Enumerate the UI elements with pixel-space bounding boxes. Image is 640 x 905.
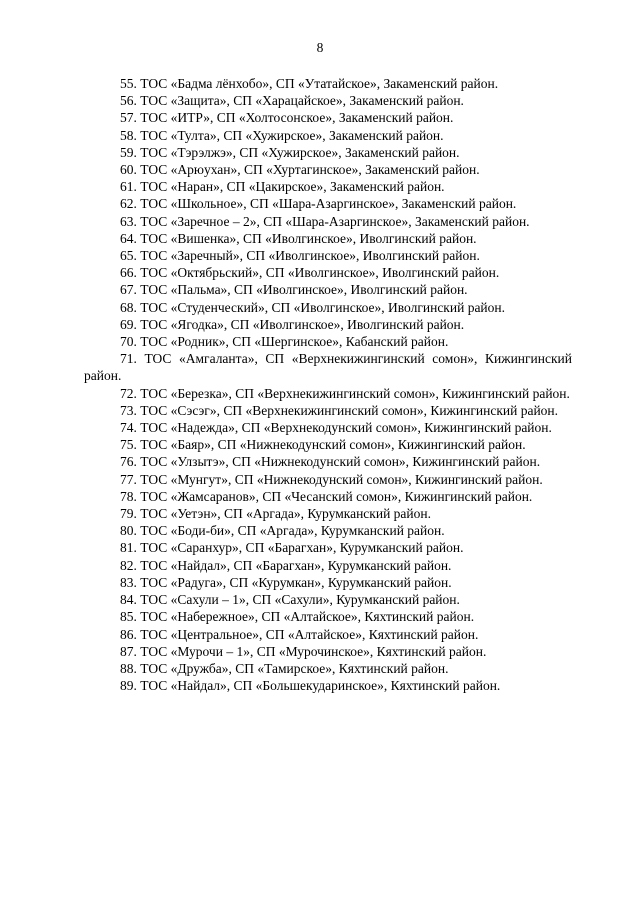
list-item (84, 660, 572, 677)
item-text: ТОС «Саранхур», СП «Барагхан», Курумканский район. (140, 540, 464, 556)
item-text: ТОС «Ягодка», СП «Иволгинское», Иволгинский район. (140, 316, 465, 332)
list-item (84, 557, 572, 574)
item-number: 88. (120, 660, 137, 676)
item-number: 78. (120, 488, 137, 504)
item-text: ТОС «Октябрьский», СП «Иволгинское», Иволгинский район. (140, 265, 500, 281)
item-text: ТОС «Школьное», СП «Шара-Азаргинское», Закаменский район. (140, 196, 517, 212)
item-number: 87. (120, 643, 137, 659)
list-item (84, 281, 572, 298)
item-text: ТОС «Арюухан», СП «Хуртагинское», Закаменский район. (140, 162, 480, 178)
item-text: ТОС «Бадма лёнхобо», СП «Утатайское», Закаменский район. (140, 76, 499, 91)
item-number: 68. (120, 299, 137, 315)
item-text: ТОС «Вишенка», СП «Иволгинское», Иволгинский район. (140, 230, 477, 246)
organization-list (84, 75, 572, 694)
list-item (84, 505, 572, 522)
item-text: ТОС «Тэрэлжэ», СП «Хужирское», Закаменский район. (140, 144, 460, 160)
item-number: 62. (120, 196, 137, 212)
item-text: ТОС «Улзытэ», СП «Нижнекодунский сомон», Кижингинский район. (140, 454, 541, 470)
item-number: 80. (120, 523, 137, 539)
item-number: 74. (120, 420, 137, 436)
item-number: 83. (120, 574, 137, 590)
list-item (84, 75, 572, 92)
item-number: 72. (120, 385, 137, 401)
item-text: ТОС «Уетэн», СП «Аргада», Курумканский район. (140, 506, 432, 522)
item-number: 81. (120, 540, 137, 556)
list-item (84, 471, 572, 488)
list-item (84, 316, 572, 333)
item-text: ТОС «Пальма», СП «Иволгинское», Иволгинский район. (140, 282, 468, 298)
list-item (84, 591, 572, 608)
list-item (84, 264, 572, 281)
item-text: ТОС «Родник», СП «Шергинское», Кабанский район. (140, 334, 449, 350)
list-item (84, 626, 572, 643)
list-item (84, 109, 572, 126)
list-item (84, 677, 572, 694)
item-number: 84. (120, 592, 137, 608)
list-item (84, 385, 572, 402)
list-item (84, 453, 572, 470)
item-text: ТОС «Амгаланта», СП «Верхнекижингинский сомон», Кижингинский район. (84, 351, 572, 384)
item-text: ТОС «Сахули – 1», СП «Сахули», Курумканский район. (140, 592, 460, 608)
item-number: 59. (120, 144, 137, 160)
item-text: ТОС «Студенческий», СП «Иволгинское», Иволгинский район. (140, 299, 506, 315)
item-number: 61. (120, 179, 137, 195)
list-item (84, 539, 572, 556)
item-text: ТОС «Наран», СП «Цакирское», Закаменский район. (140, 179, 445, 195)
list-item (84, 488, 572, 505)
item-text: ТОС «Заречный», СП «Иволгинское», Иволгинский район. (140, 248, 480, 264)
list-item (84, 350, 572, 384)
item-number: 67. (120, 282, 137, 298)
item-number: 79. (120, 506, 137, 522)
list-item (84, 144, 572, 161)
item-number: 56. (120, 93, 137, 109)
item-number: 64. (120, 230, 137, 246)
list-item (84, 92, 572, 109)
list-item (84, 333, 572, 350)
list-item (84, 195, 572, 212)
item-text: ТОС «Мурочи – 1», СП «Мурочинское», Кяхтинский район. (140, 643, 487, 659)
list-item (84, 522, 572, 539)
item-text: ТОС «Надежда», СП «Верхнекодунский сомон», Кижингинский район. (140, 420, 552, 436)
list-item (84, 419, 572, 436)
item-text: ТОС «Дружба», СП «Тамирское», Кяхтинский район. (140, 660, 449, 676)
list-item (84, 230, 572, 247)
item-text: ТОС «Боди-би», СП «Аргада», Курумканский район. (140, 523, 445, 539)
item-text: ТОС «Сэсэг», СП «Верхнекижингинский сомон», Кижингинский район. (140, 402, 559, 418)
list-item (84, 299, 572, 316)
item-number: 86. (120, 626, 137, 642)
list-item (84, 161, 572, 178)
item-text: ТОС «Тулта», СП «Хужирское», Закаменский район. (140, 127, 444, 143)
item-number: 55. (120, 76, 137, 91)
item-text: ТОС «Баяр», СП «Нижнекодунский сомон», Кижингинский район. (140, 437, 526, 453)
item-number: 71. (120, 351, 137, 367)
list-item (84, 436, 572, 453)
item-text: ТОС «Найдал», СП «Большекударинское», Кяхтинский район. (140, 678, 501, 694)
item-number: 75. (120, 437, 137, 453)
item-text: ТОС «Радуга», СП «Курумкан», Курумканский район. (140, 574, 452, 590)
item-text: ТОС «Найдал», СП «Барагхан», Курумканский район. (140, 557, 452, 573)
item-text: ТОС «Набережное», СП «Алтайское», Кяхтинский район. (140, 609, 475, 625)
item-text: ТОС «ИТР», СП «Холтосонское», Закаменский район. (140, 110, 454, 126)
list-item (84, 247, 572, 264)
item-number: 82. (120, 557, 137, 573)
item-number: 63. (120, 213, 137, 229)
item-number: 85. (120, 609, 137, 625)
item-text: ТОС «Березка», СП «Верхнекижингинский сомон», Кижингинский район. (140, 385, 570, 401)
item-number: 70. (120, 334, 137, 350)
list-item (84, 402, 572, 419)
list-item (84, 608, 572, 625)
item-number: 77. (120, 471, 137, 487)
item-number: 89. (120, 678, 137, 694)
list-item (84, 643, 572, 660)
list-item (84, 178, 572, 195)
item-text: ТОС «Мунгут», СП «Нижнекодунский сомон», Кижингинский район. (140, 471, 543, 487)
item-text: ТОС «Заречное – 2», СП «Шара-Азаргинское», Закаменский район. (140, 213, 530, 229)
list-item (84, 213, 572, 230)
item-number: 58. (120, 127, 137, 143)
page-number: 8 (316, 40, 324, 55)
list-item (84, 127, 572, 144)
item-text: ТОС «Центральное», СП «Алтайское», Кяхтинский район. (140, 626, 479, 642)
item-number: 57. (120, 110, 137, 126)
item-number: 65. (120, 248, 137, 264)
list-item (84, 574, 572, 591)
item-number: 73. (120, 402, 137, 418)
item-text: ТОС «Защита», СП «Харацайское», Закаменский район. (140, 93, 464, 109)
item-number: 66. (120, 265, 137, 281)
item-number: 69. (120, 316, 137, 332)
item-number: 60. (120, 162, 137, 178)
item-number: 76. (120, 454, 137, 470)
item-text: ТОС «Жамсаранов», СП «Чесанский сомон», Кижингинский район. (140, 488, 533, 504)
